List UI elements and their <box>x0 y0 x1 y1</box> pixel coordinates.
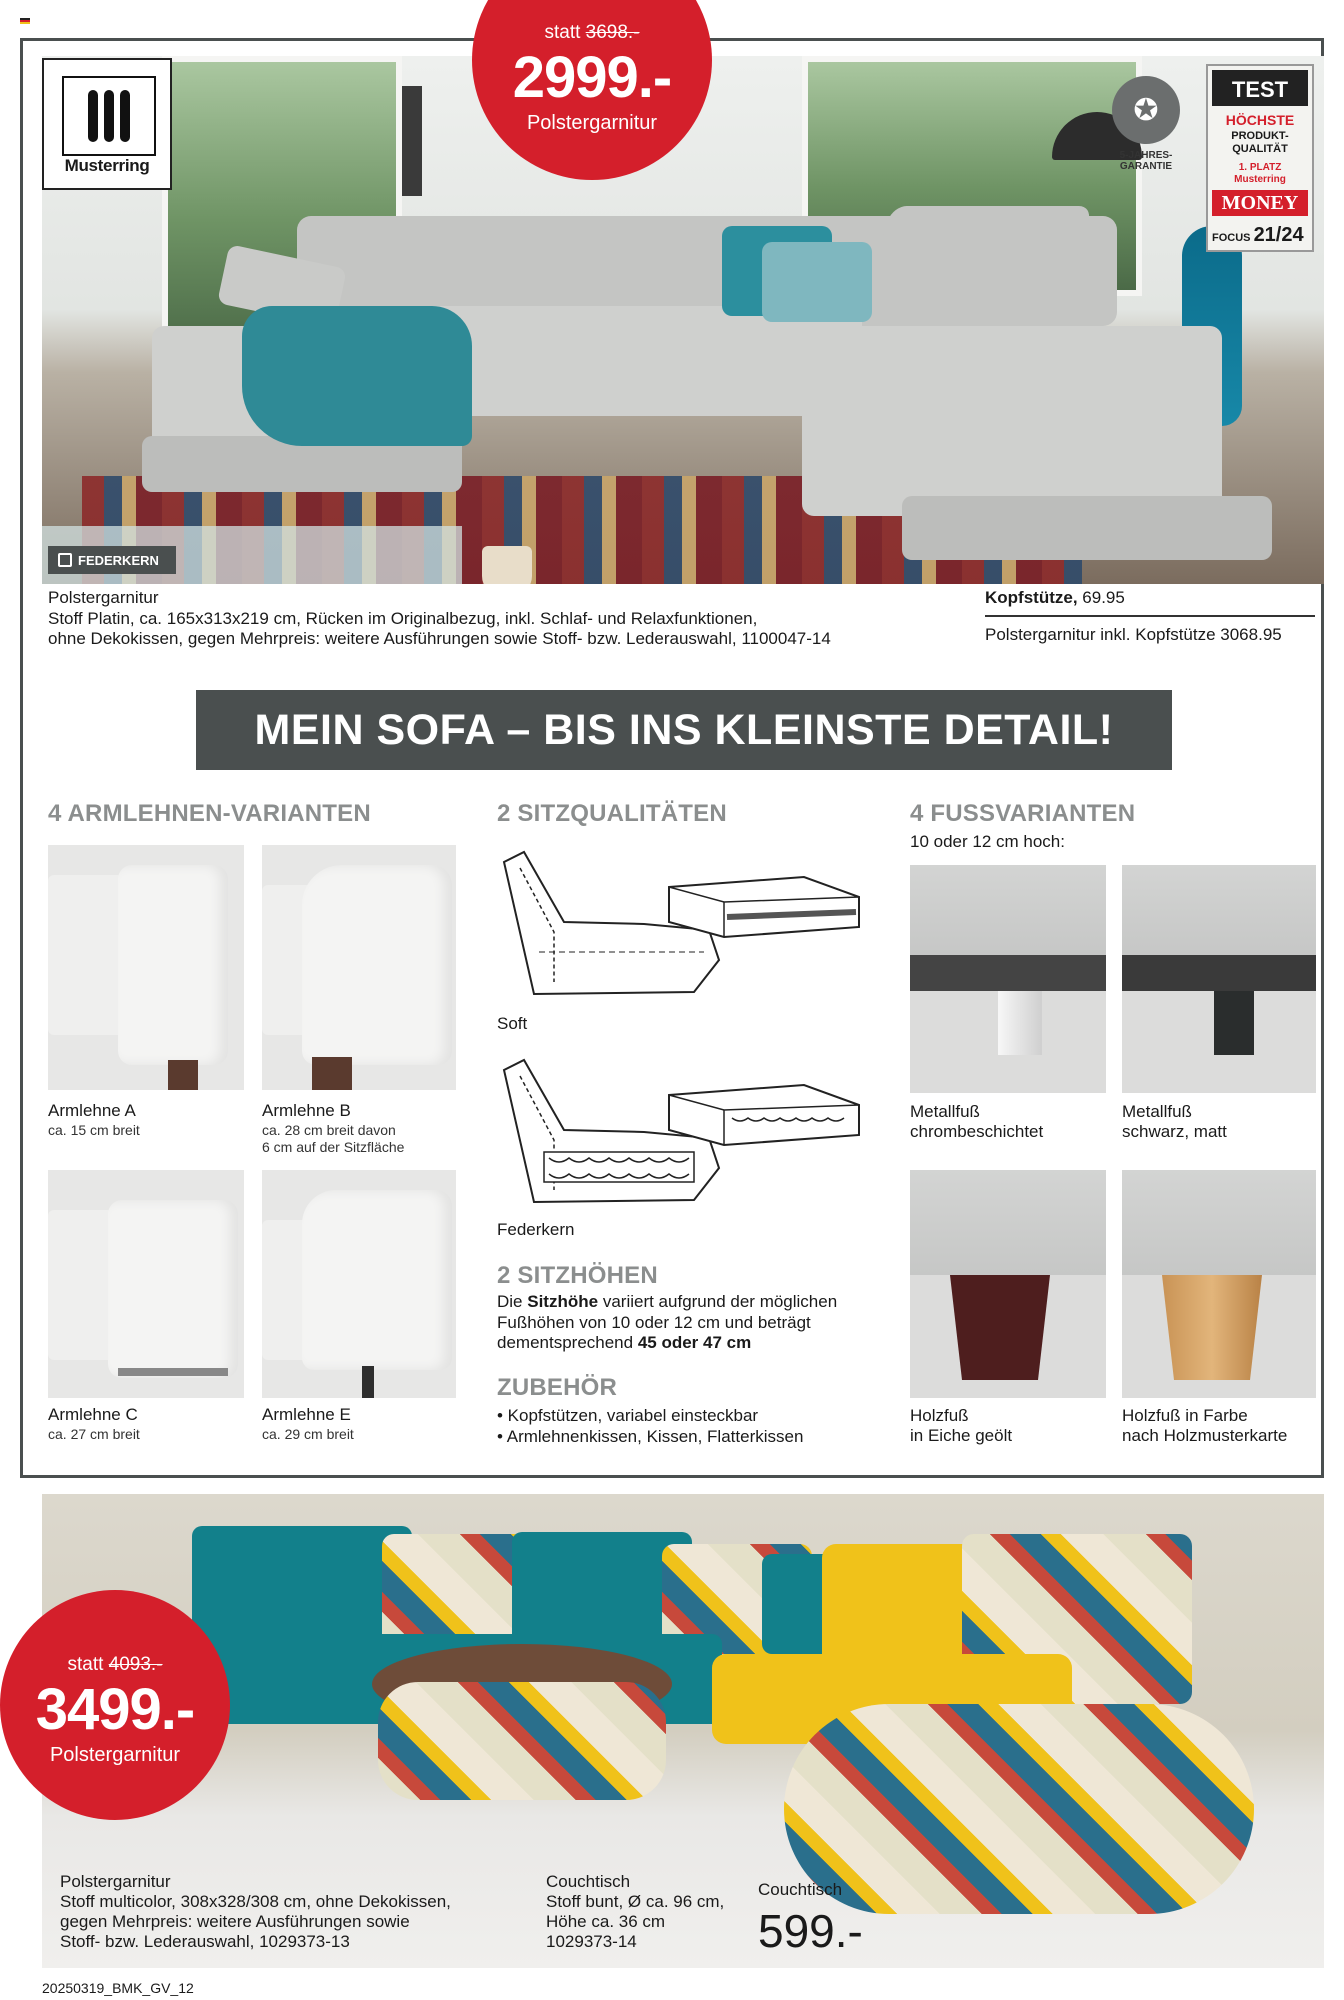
price-label: Polstergarnitur <box>49 1744 181 1766</box>
throw-blanket <box>242 306 472 446</box>
couchtisch-price-value: 599.- <box>758 1905 863 1957</box>
foot-chrome-image <box>910 865 1106 1093</box>
foot-oak-caption: Holzfuß in Eiche geölt <box>910 1406 1013 1446</box>
product1-line2: Stoff Platin, ca. 165x313x219 cm, Rücken im Originalbezug, inkl. Schlaf- und Relaxfunktionen, <box>48 608 758 628</box>
statt-label: statt <box>544 22 581 43</box>
couchtisch-price <box>758 1880 863 1958</box>
price-label: Polstergarnitur <box>526 112 658 134</box>
money-logo: MONEY <box>1212 190 1308 216</box>
soft-label: Soft <box>497 1014 528 1033</box>
product1-description <box>48 588 948 650</box>
foot-wood-color-image <box>1122 1170 1316 1398</box>
medal-icon: ✪ <box>1112 76 1180 144</box>
federkern-tag <box>48 546 176 574</box>
accessory-item: • Armlehnenkissen, Kissen, Flatterkissen <box>497 1426 804 1446</box>
seat-heights-text: Die Sitzhöhe variiert aufgrund der möglichen Fußhöhen von 10 oder 12 cm und beträgt dementsprechend 45 oder 47 cm <box>497 1292 838 1353</box>
kopfstuetze-label: Kopfstütze, <box>985 588 1078 607</box>
musterring-logo <box>42 58 172 190</box>
armrest-e-caption: Armlehne E ca. 29 cm breit <box>262 1405 354 1442</box>
test-seal-title: TEST <box>1212 70 1308 106</box>
test-seal-line3: 1. PLATZ Musterring <box>1234 162 1286 185</box>
kopfstuetze-info <box>985 588 1315 645</box>
federkern-label: Federkern <box>497 1220 575 1239</box>
foot-chrome-caption: Metallfuß chrombeschichtet <box>910 1102 1044 1142</box>
foot-wood-color-caption: Holzfuß in Farbe nach Holzmusterkarte <box>1122 1406 1288 1446</box>
sofa-chaise-right <box>802 326 1222 516</box>
musterring-logo-mark-icon <box>62 76 156 156</box>
wall-decor <box>402 86 422 196</box>
feet-subheading: 10 oder 12 cm hoch: <box>910 832 1065 851</box>
couchtisch-pouf <box>378 1682 666 1800</box>
couchtisch-description: Couchtisch Stoff bunt, Ø ca. 96 cm, Höhe ca. 36 cm 1029373-14 <box>546 1872 725 1952</box>
armrest-c-image <box>48 1170 244 1398</box>
foot-oak-image <box>910 1170 1106 1398</box>
armrest-a-image <box>48 845 244 1090</box>
pillow-light-teal <box>762 242 872 322</box>
footer-code: 20250319_BMK_GV_12 <box>42 1980 194 1996</box>
seats-heading: 2 SITZQUALITÄTEN <box>497 800 727 827</box>
product1-title: Polstergarnitur <box>48 588 159 607</box>
armrest-b-caption: Armlehne B ca. 28 cm breit davon 6 cm auf der Sitzfläche <box>262 1101 405 1156</box>
test-seal-line1: HÖCHSTE <box>1225 112 1295 128</box>
foot-black-image <box>1122 865 1316 1093</box>
federkern-seat-sketch <box>494 1050 864 1225</box>
old-price: 3698.- <box>585 22 640 43</box>
focus-number: 21/24 <box>1253 224 1304 246</box>
coffee-mug <box>482 546 532 584</box>
test-seal-line2: PRODUKT-QUALITÄT <box>1231 130 1289 155</box>
guarantee-text: 5-JAHRES-GARANTIE <box>1119 150 1173 172</box>
accessory-item: • Kopfstützen, variabel einsteckbar <box>497 1406 759 1425</box>
product2-description: Polstergarnitur Stoff multicolor, 308x328/308 cm, ohne Dekokissen, gegen Mehrpreis: weitere Ausführungen sowie Stoff- bzw. Lederauswahl, 1029373-13 <box>60 1872 451 1952</box>
accessories-list <box>497 1406 897 1447</box>
spring-icon <box>58 553 72 567</box>
armrest-c-caption: Armlehne C ca. 27 cm breit <box>48 1405 140 1442</box>
focus-label: FOCUS <box>1212 232 1251 244</box>
armrest-a-caption: Armlehne A ca. 15 cm breit <box>48 1101 140 1138</box>
flag-mark <box>20 18 30 24</box>
seat-heights-heading: 2 SITZHÖHEN <box>497 1262 658 1289</box>
kopfstuetze-price: 69.95 <box>1082 588 1125 607</box>
product1-line3: ohne Dekokissen, gegen Mehrpreis: weitere Ausführungen sowie Stoff- bzw. Lederauswahl, 1100047-14 <box>48 629 831 649</box>
foot-black-caption: Metallfuß schwarz, matt <box>1122 1102 1227 1142</box>
soft-seat-sketch <box>494 842 864 1017</box>
armrest-e-image <box>262 1170 456 1398</box>
federkern-tag-label: FEDERKERN <box>78 552 159 568</box>
brand-name: Musterring <box>64 156 150 175</box>
price-badge-bottom <box>0 1590 230 1820</box>
feet-heading: 4 FUSSVARIANTEN <box>910 800 1136 827</box>
statt-label: statt <box>67 1654 104 1675</box>
section-banner: MEIN SOFA – BIS INS KLEINSTE DETAIL! <box>196 690 1172 770</box>
sofa-base-right <box>902 496 1272 560</box>
old-price: 4093.- <box>108 1654 163 1675</box>
armrest-b-image <box>262 845 456 1090</box>
price-value: 2999.- <box>512 45 672 110</box>
price-value: 3499.- <box>35 1677 195 1742</box>
couchtisch-price-label: Couchtisch <box>758 1880 843 1899</box>
armrests-heading: 4 ARMLEHNEN-VARIANTEN <box>48 800 371 827</box>
accessories-heading: ZUBEHÖR <box>497 1374 618 1401</box>
kopfstuetze-total: Polstergarnitur inkl. Kopfstütze 3068.95 <box>985 624 1282 644</box>
divider <box>985 615 1315 617</box>
test-seal <box>1206 64 1314 252</box>
